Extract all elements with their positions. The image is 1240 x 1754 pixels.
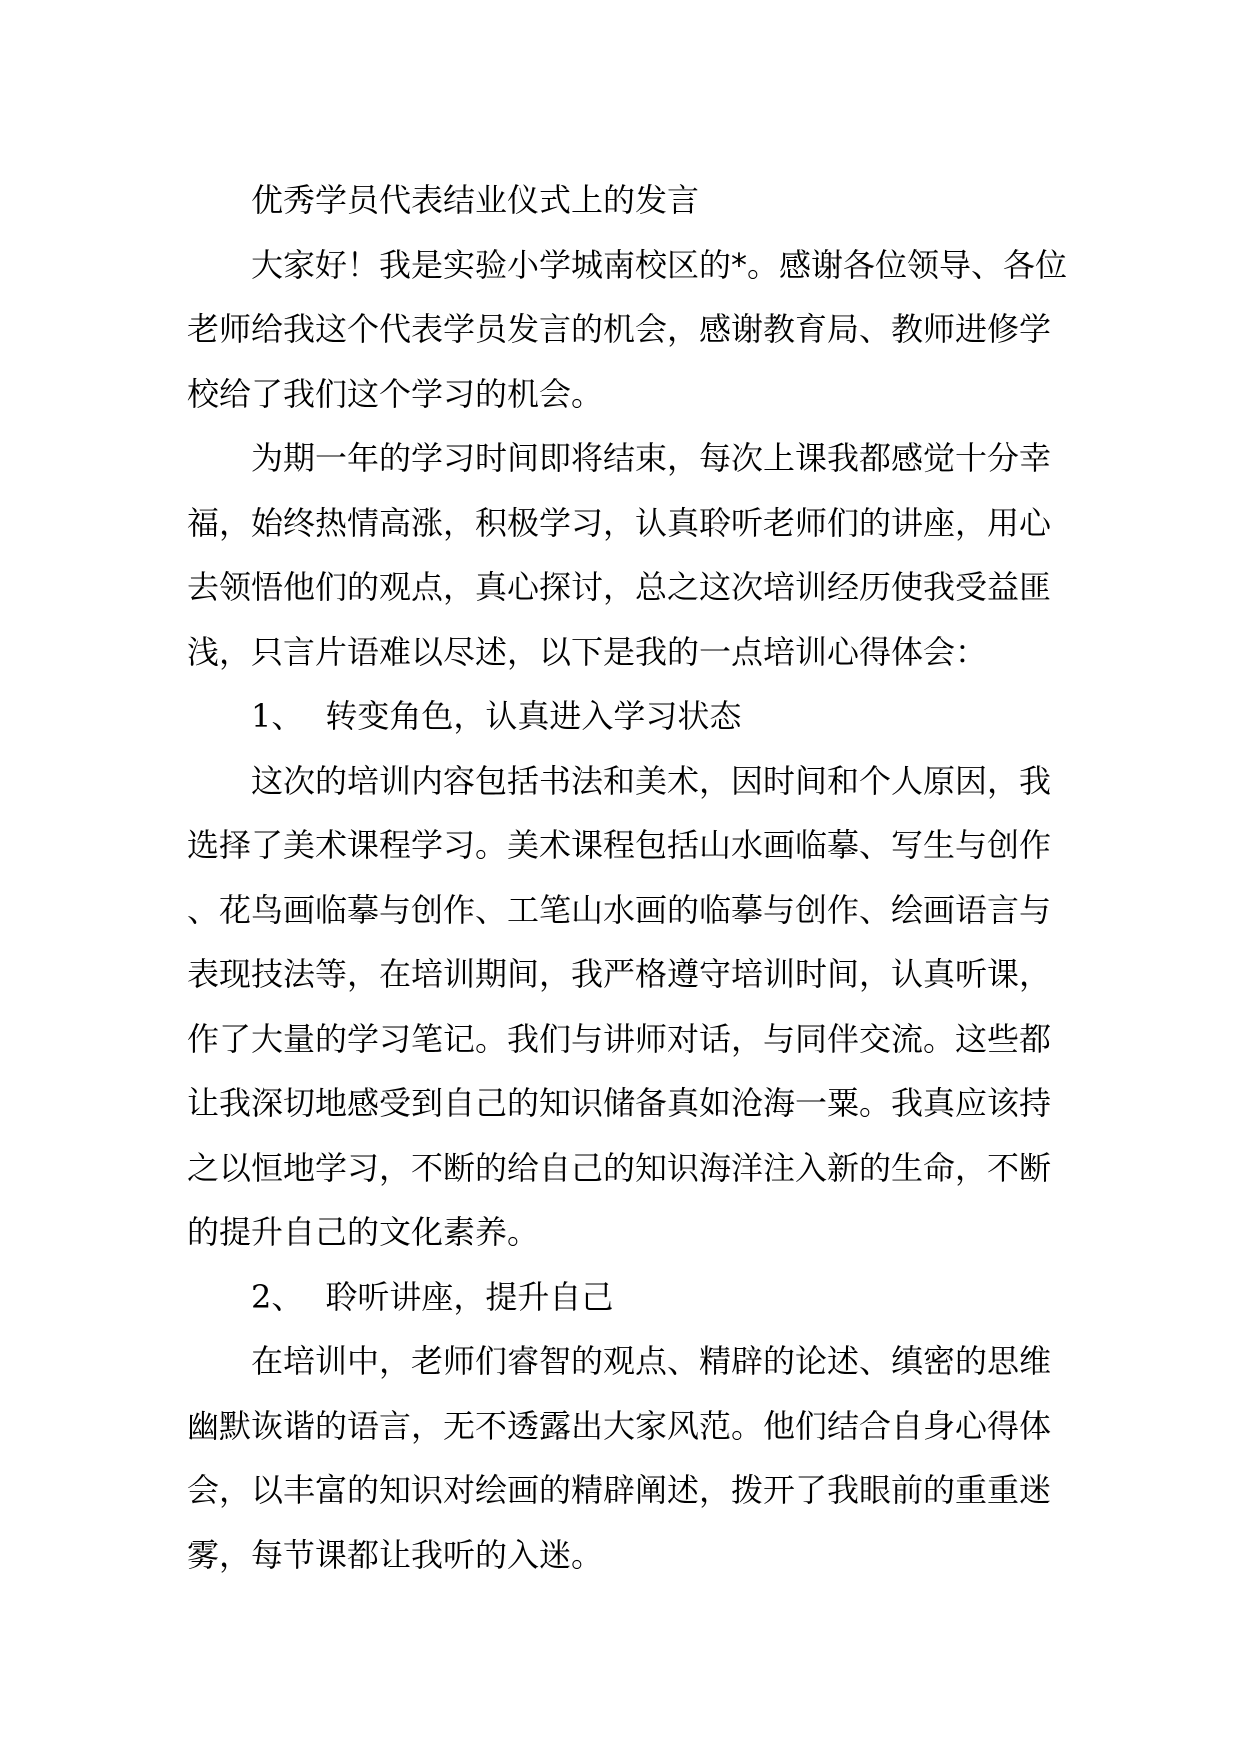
section-2-paragraph: 在培训中，老师们睿智的观点、精辟的论述、缜密的思维幽默诙谐的语言，无不透露出大家风范。他们结合自身心得体会，以丰富的知识对绘画的精辟阐述，拨开了我眼前的重重迷雾，每节课都让我听的入迷。 — [187, 1342, 1052, 1574]
section-2-number: 2、 — [251, 1277, 304, 1316]
paragraph-greeting: 大家好！我是实验小学城南校区的*。感谢各位领导、各位老师给我这个代表学员发言的机会，感谢教育局、教师进修学校给了我们这个学习的机会。 — [187, 245, 1068, 413]
section-1-title: 转变角色，认真进入学习状态 — [325, 697, 742, 735]
section-1-heading — [187, 684, 1067, 749]
section-2-heading — [187, 1265, 1067, 1330]
section-2-title: 聆听讲座，提升自己 — [325, 1277, 614, 1316]
document-title: 优秀学员代表结业仪式上的发言 — [251, 181, 700, 219]
document-body — [187, 168, 1067, 1587]
section-1-paragraph: 这次的培训内容包括书法和美术，因时间和个人原因，我选择了美术课程学习。美术课程包括山水画临摹、写生与创作、花鸟画临摹与创作、工笔山水画的临摹与创作、绘画语言与表现技法等，在培训期间，我严格遵守培训时间，认真听课，作了大量的学习笔记。我们与讲师对话，与同伴交流。这些都让我深切地感受到自己的知识储备真如沧海一粟。我真应该持之以恒地学习，不断的给自己的知识海洋注入新的生命，不断的提升自己的文化素养。 — [187, 761, 1052, 1251]
paragraph-intro: 为期一年的学习时间即将结束，每次上课我都感觉十分幸福，始终热情高涨，积极学习，认真聆听老师们的讲座，用心去领悟他们的观点，真心探讨，总之这次培训经历使我受益匪浅，只言片语难以尽述，以下是我的一点培训心得体会： — [187, 439, 1052, 671]
section-1-number: 1、 — [251, 697, 304, 735]
